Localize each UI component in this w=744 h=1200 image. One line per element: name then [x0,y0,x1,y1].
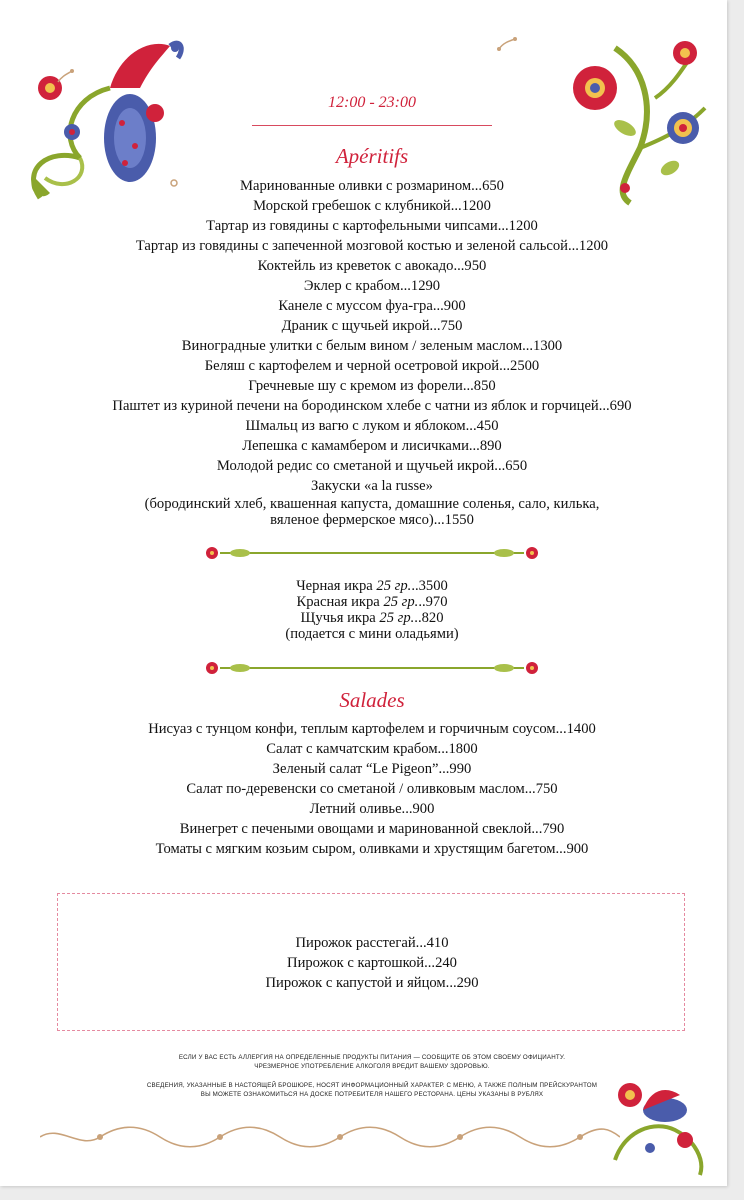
menu-item: Молодой редис со сметаной и щучьей икрой...650 [216,458,528,474]
item-weight: 25 гр. [383,594,419,610]
caviar-list [0,578,727,642]
divider [252,125,492,126]
vine-divider-icon [200,542,544,564]
menu-item: Томаты с мягким козьим сыром, оливками и хрустящим багетом...900 [155,841,589,857]
menu-item: Пирожок с картошкой...240 [287,955,457,971]
menu-item: Тартар из говядины с запеченной мозговой костью и зеленой сальсой...1200 [135,238,609,254]
section-title-aperitifs: Apéritifs [335,144,409,168]
opening-hours: 12:00 - 23:00 [328,94,416,111]
menu-item: Эклер с крабом...1290 [303,278,441,294]
border-ornament-icon [40,1124,620,1150]
aperitifs-list [0,176,727,528]
item-name: Щучья икра [300,610,380,626]
menu-item: Салат по-деревенски со сметаной / оливковым маслом...750 [186,781,558,797]
menu-item: Морской гребешок с клубникой...1200 [253,198,491,214]
menu-item: Паштет из куриной печени на бородинском хлебе с чатни из яблок и горчицей...690 [112,398,632,414]
item-price: ..970 [418,594,448,610]
menu-item: Гречневые шу с кремом из форели...850 [248,378,496,394]
section-title-salades: Salades [339,688,405,712]
menu-item [0,610,727,626]
menu-item: Канеле с муссом фуа-гра...900 [278,298,466,314]
menu-item: Коктейль из креветок с авокадо...950 [257,258,487,274]
bird-ornament-icon [605,1070,715,1180]
footer-line: ЕСЛИ У ВАС ЕСТЬ АЛЛЕРГИЯ НА ОПРЕДЕЛЕННЫЕ ПРОДУКТЫ ПИТАНИЯ — СООБЩИТЕ ОБ ЭТОМ СВОЕМУ ОФИЦИАНТУ. [178,1054,566,1061]
menu-item: Тартар из говядины с картофельными чипсами...1200 [206,218,538,234]
vine-divider-icon [200,657,544,679]
item-weight: 25 гр. [376,578,412,594]
menu-item: Беляш с картофелем и черной осетровой икрой...2500 [204,358,540,374]
menu-item: Пирожок с капустой и яйцом...290 [265,975,479,991]
salades-list [0,719,727,859]
pies-list [0,933,727,993]
menu-item: Пирожок расстегай...410 [295,935,449,951]
menu-item [0,578,727,594]
menu-item: Виноградные улитки с белым вином / зеленым маслом...1300 [181,338,563,354]
allergy-notice [0,1053,727,1071]
item-price: ..3500 [411,578,448,594]
item-weight: 25 гр. [379,610,415,626]
menu-item: Винегрет с печеными овощами и маринованной свеклой...790 [179,821,565,837]
menu-item: Салат с камчатским крабом...1800 [266,741,478,757]
item-price: ..820 [414,610,444,626]
menu-item: Драник с щучьей икрой...750 [281,318,463,334]
menu-item: вяленое фермерское мясо)...1550 [270,512,474,528]
sprig-icon [495,35,519,53]
item-name: Красная икра [296,594,384,610]
menu-item: Зеленый салат “Le Pigeon”...990 [272,761,472,777]
caviar-note: (подается с мини оладьями) [285,626,459,642]
sprig-icon [55,68,75,86]
footer-line: СВЕДЕНИЯ, УКАЗАННЫЕ В НАСТОЯЩЕЙ БРОШЮРЕ, НОСЯТ ИНФОРМАЦИОННЫЙ ХАРАКТЕР. С МЕНЮ, А ТАКЖЕ ПОЛНЫМ ПРЕЙСКУРАНТОМ [146,1082,598,1089]
menu-item [0,594,727,610]
menu-item: Летний оливье...900 [309,801,435,817]
menu-item: Лепешка с камамбером и лисичками...890 [242,438,502,454]
menu-item: Шмальц из вагю с луком и яблоком...450 [245,418,499,434]
menu-item: Маринованные оливки с розмарином...650 [240,178,504,194]
menu-item: Нисуаз с тунцом конфи, теплым картофелем и горчичным соусом...1400 [148,721,596,737]
item-name: Черная икра [296,578,377,594]
footer-line: ЧРЕЗМЕРНОЕ УПОТРЕБЛЕНИЕ АЛКОГОЛЯ ВРЕДИТ ВАШЕМУ ЗДОРОВЬЮ. [254,1063,490,1070]
menu-item: Закуски «a la russe» [311,478,433,494]
menu-item: (бородинский хлеб, квашенная капуста, домашние соленья, сало, килька, [144,496,600,512]
footer-line: ВЫ МОЖЕТЕ ОЗНАКОМИТЬСЯ НА ДОСКЕ ПОТРЕБИТЕЛЯ НАШЕГО РЕСТОРАНА. ЦЕНЫ УКАЗАНЫ В РУБЛЯХ [200,1091,544,1098]
